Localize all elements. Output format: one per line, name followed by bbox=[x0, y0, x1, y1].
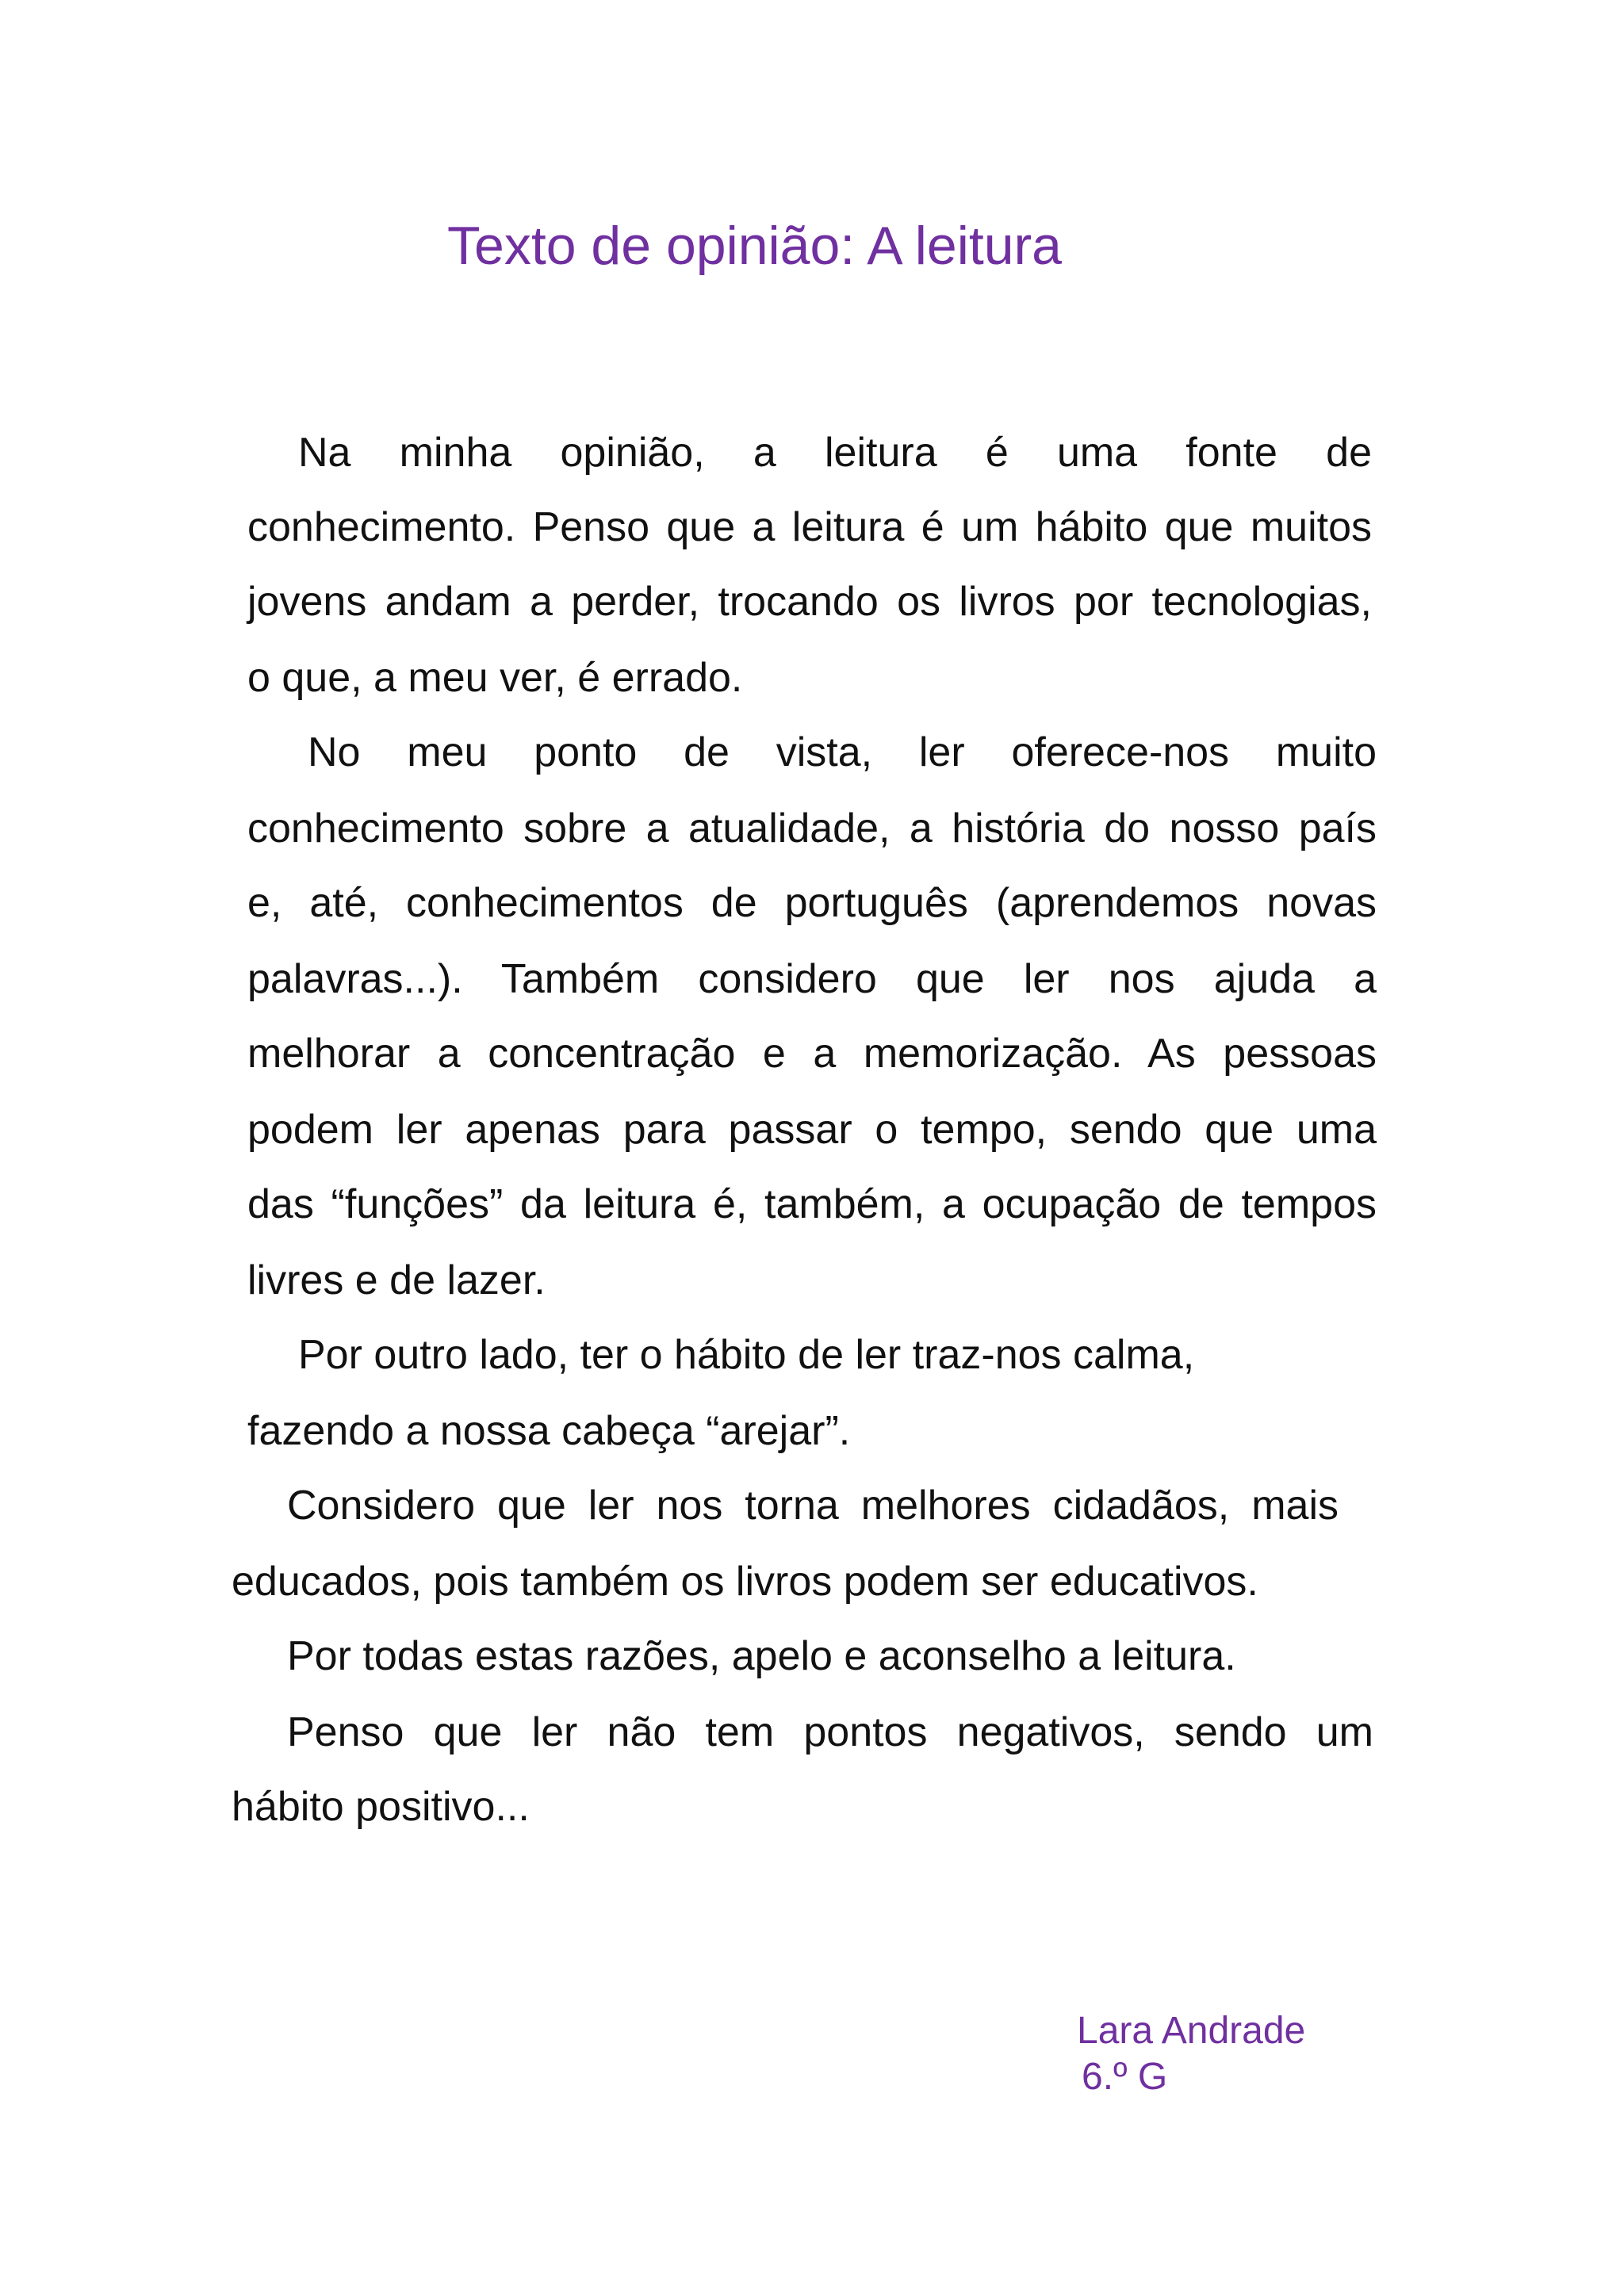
body-line: Considero que ler nos torna melhores cidadãos, mais bbox=[287, 1483, 1339, 1529]
author-class: 6.º G bbox=[1082, 2056, 1168, 2098]
body-line: e, até, conhecimentos de português (aprendemos novas bbox=[247, 880, 1377, 926]
body-line: podem ler apenas para passar o tempo, sendo que uma bbox=[247, 1107, 1377, 1153]
body-line: o que, a meu ver, é errado. bbox=[247, 655, 743, 701]
body-line: fazendo a nossa cabeça “arejar”. bbox=[247, 1408, 851, 1454]
body-line: Por outro lado, ter o hábito de ler traz-nos calma, bbox=[298, 1332, 1195, 1378]
body-line: melhorar a concentração e a memorização. As pessoas bbox=[247, 1031, 1377, 1077]
body-line: No meu ponto de vista, ler oferece-nos muito bbox=[308, 729, 1377, 775]
body-line: Por todas estas razões, apelo e aconselho a leitura. bbox=[287, 1633, 1236, 1679]
body-line: Na minha opinião, a leitura é uma fonte de bbox=[298, 430, 1372, 476]
body-line: jovens andam a perder, trocando os livros por tecnologias, bbox=[247, 579, 1372, 625]
document-title: Texto de opinião: A leitura bbox=[447, 216, 1062, 276]
body-line: palavras...). Também considero que ler nos ajuda a bbox=[247, 956, 1377, 1002]
body-line: livres e de lazer. bbox=[247, 1257, 546, 1303]
body-line: das “funções” da leitura é, também, a ocupação de tempos bbox=[247, 1181, 1377, 1227]
body-line: conhecimento. Penso que a leitura é um hábito que muitos bbox=[247, 504, 1372, 550]
body-line: conhecimento sobre a atualidade, a história do nosso país bbox=[247, 806, 1377, 851]
author-name: Lara Andrade bbox=[1077, 2010, 1306, 2052]
body-line: Penso que ler não tem pontos negativos, sendo um bbox=[287, 1709, 1373, 1755]
body-line: educados, pois também os livros podem ser educativos. bbox=[232, 1559, 1258, 1605]
body-line: hábito positivo... bbox=[232, 1784, 530, 1830]
